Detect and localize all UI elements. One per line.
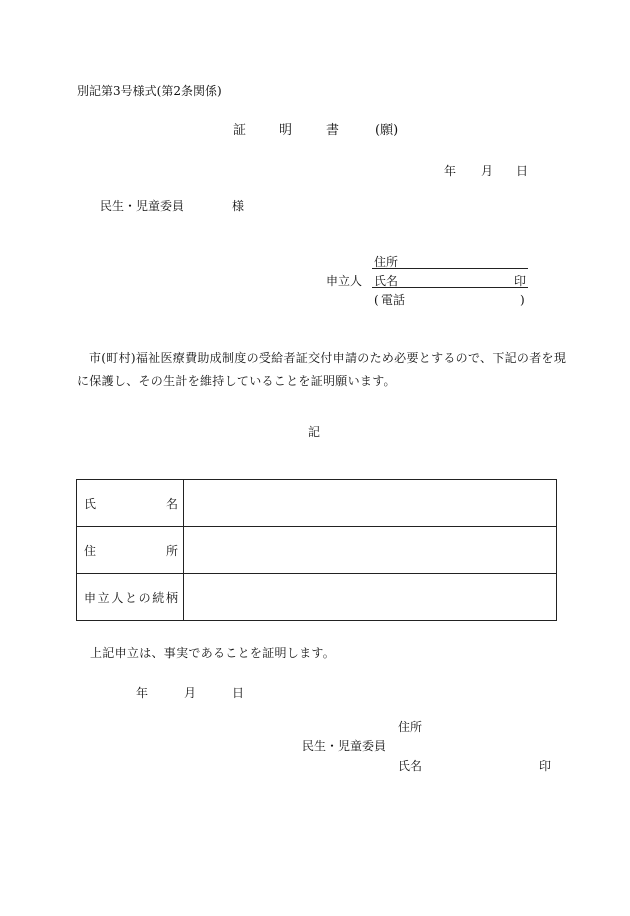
title-char-2: 明 bbox=[279, 123, 293, 138]
ki-heading: 記 bbox=[308, 425, 321, 439]
application-date-year: 年 bbox=[444, 164, 457, 178]
applicant-label: 申立人 bbox=[326, 274, 363, 288]
applicant-address-line bbox=[372, 268, 528, 269]
label-char: の bbox=[138, 590, 151, 605]
certifier-seal-mark: 印 bbox=[539, 759, 552, 773]
applicant-phone-label: 電話 bbox=[381, 293, 406, 307]
certification-text: 上記申立は、事実であることを証明します。 bbox=[90, 646, 336, 660]
label-char: 名 bbox=[165, 496, 178, 511]
applicant-phone-open-paren: ( bbox=[374, 293, 379, 307]
certification-date-year: 年 bbox=[136, 686, 149, 700]
certifier-name-label: 氏名 bbox=[398, 759, 423, 773]
addressee-title: 民生・児童委員 bbox=[100, 199, 185, 213]
addressee-honorific: 様 bbox=[232, 199, 245, 213]
request-body-text: 市(町村)福祉医療費助成制度の受給者証交付申請のため必要とするので、下記の者を現に保護し、その生計を維持していることを証明願います。 bbox=[77, 351, 567, 388]
title-char-4: (願) bbox=[375, 123, 399, 138]
applicant-name-line bbox=[372, 287, 528, 288]
label-char: 人 bbox=[111, 590, 124, 605]
applicant-phone-close-paren: ) bbox=[520, 293, 525, 307]
name-value-cell[interactable] bbox=[184, 480, 557, 527]
label-char: 立 bbox=[97, 590, 110, 605]
label-char: と bbox=[124, 590, 137, 605]
certification-date-month: 月 bbox=[184, 686, 197, 700]
address-value-cell[interactable] bbox=[184, 527, 557, 574]
subject-info-table bbox=[76, 479, 557, 621]
relationship-value-cell[interactable] bbox=[184, 574, 557, 621]
applicant-name-label: 氏名 bbox=[374, 274, 399, 288]
label-char: 住 bbox=[84, 543, 97, 558]
table-row bbox=[77, 574, 557, 621]
row-label-name bbox=[77, 480, 184, 527]
certification-date-day: 日 bbox=[232, 686, 245, 700]
title-char-1: 証 bbox=[233, 123, 247, 138]
certifier-address-label: 住所 bbox=[398, 720, 423, 734]
label-char: 氏 bbox=[84, 496, 97, 511]
form-number: 別記第3号様式(第2条関係) bbox=[77, 84, 222, 98]
label-char: 申 bbox=[84, 590, 97, 605]
application-date-month: 月 bbox=[481, 164, 494, 178]
application-date-day: 日 bbox=[516, 164, 529, 178]
row-label-relationship bbox=[77, 574, 184, 621]
label-char: 所 bbox=[165, 543, 178, 558]
table-row bbox=[77, 527, 557, 574]
label-char: 続 bbox=[152, 590, 165, 605]
applicant-address-label: 住所 bbox=[374, 255, 399, 269]
certifier-title: 民生・児童委員 bbox=[302, 739, 387, 753]
applicant-seal-mark: 印 bbox=[514, 274, 527, 288]
table-row bbox=[77, 480, 557, 527]
row-label-address bbox=[77, 527, 184, 574]
label-char: 柄 bbox=[165, 590, 178, 605]
title-char-3: 書 bbox=[326, 123, 340, 138]
